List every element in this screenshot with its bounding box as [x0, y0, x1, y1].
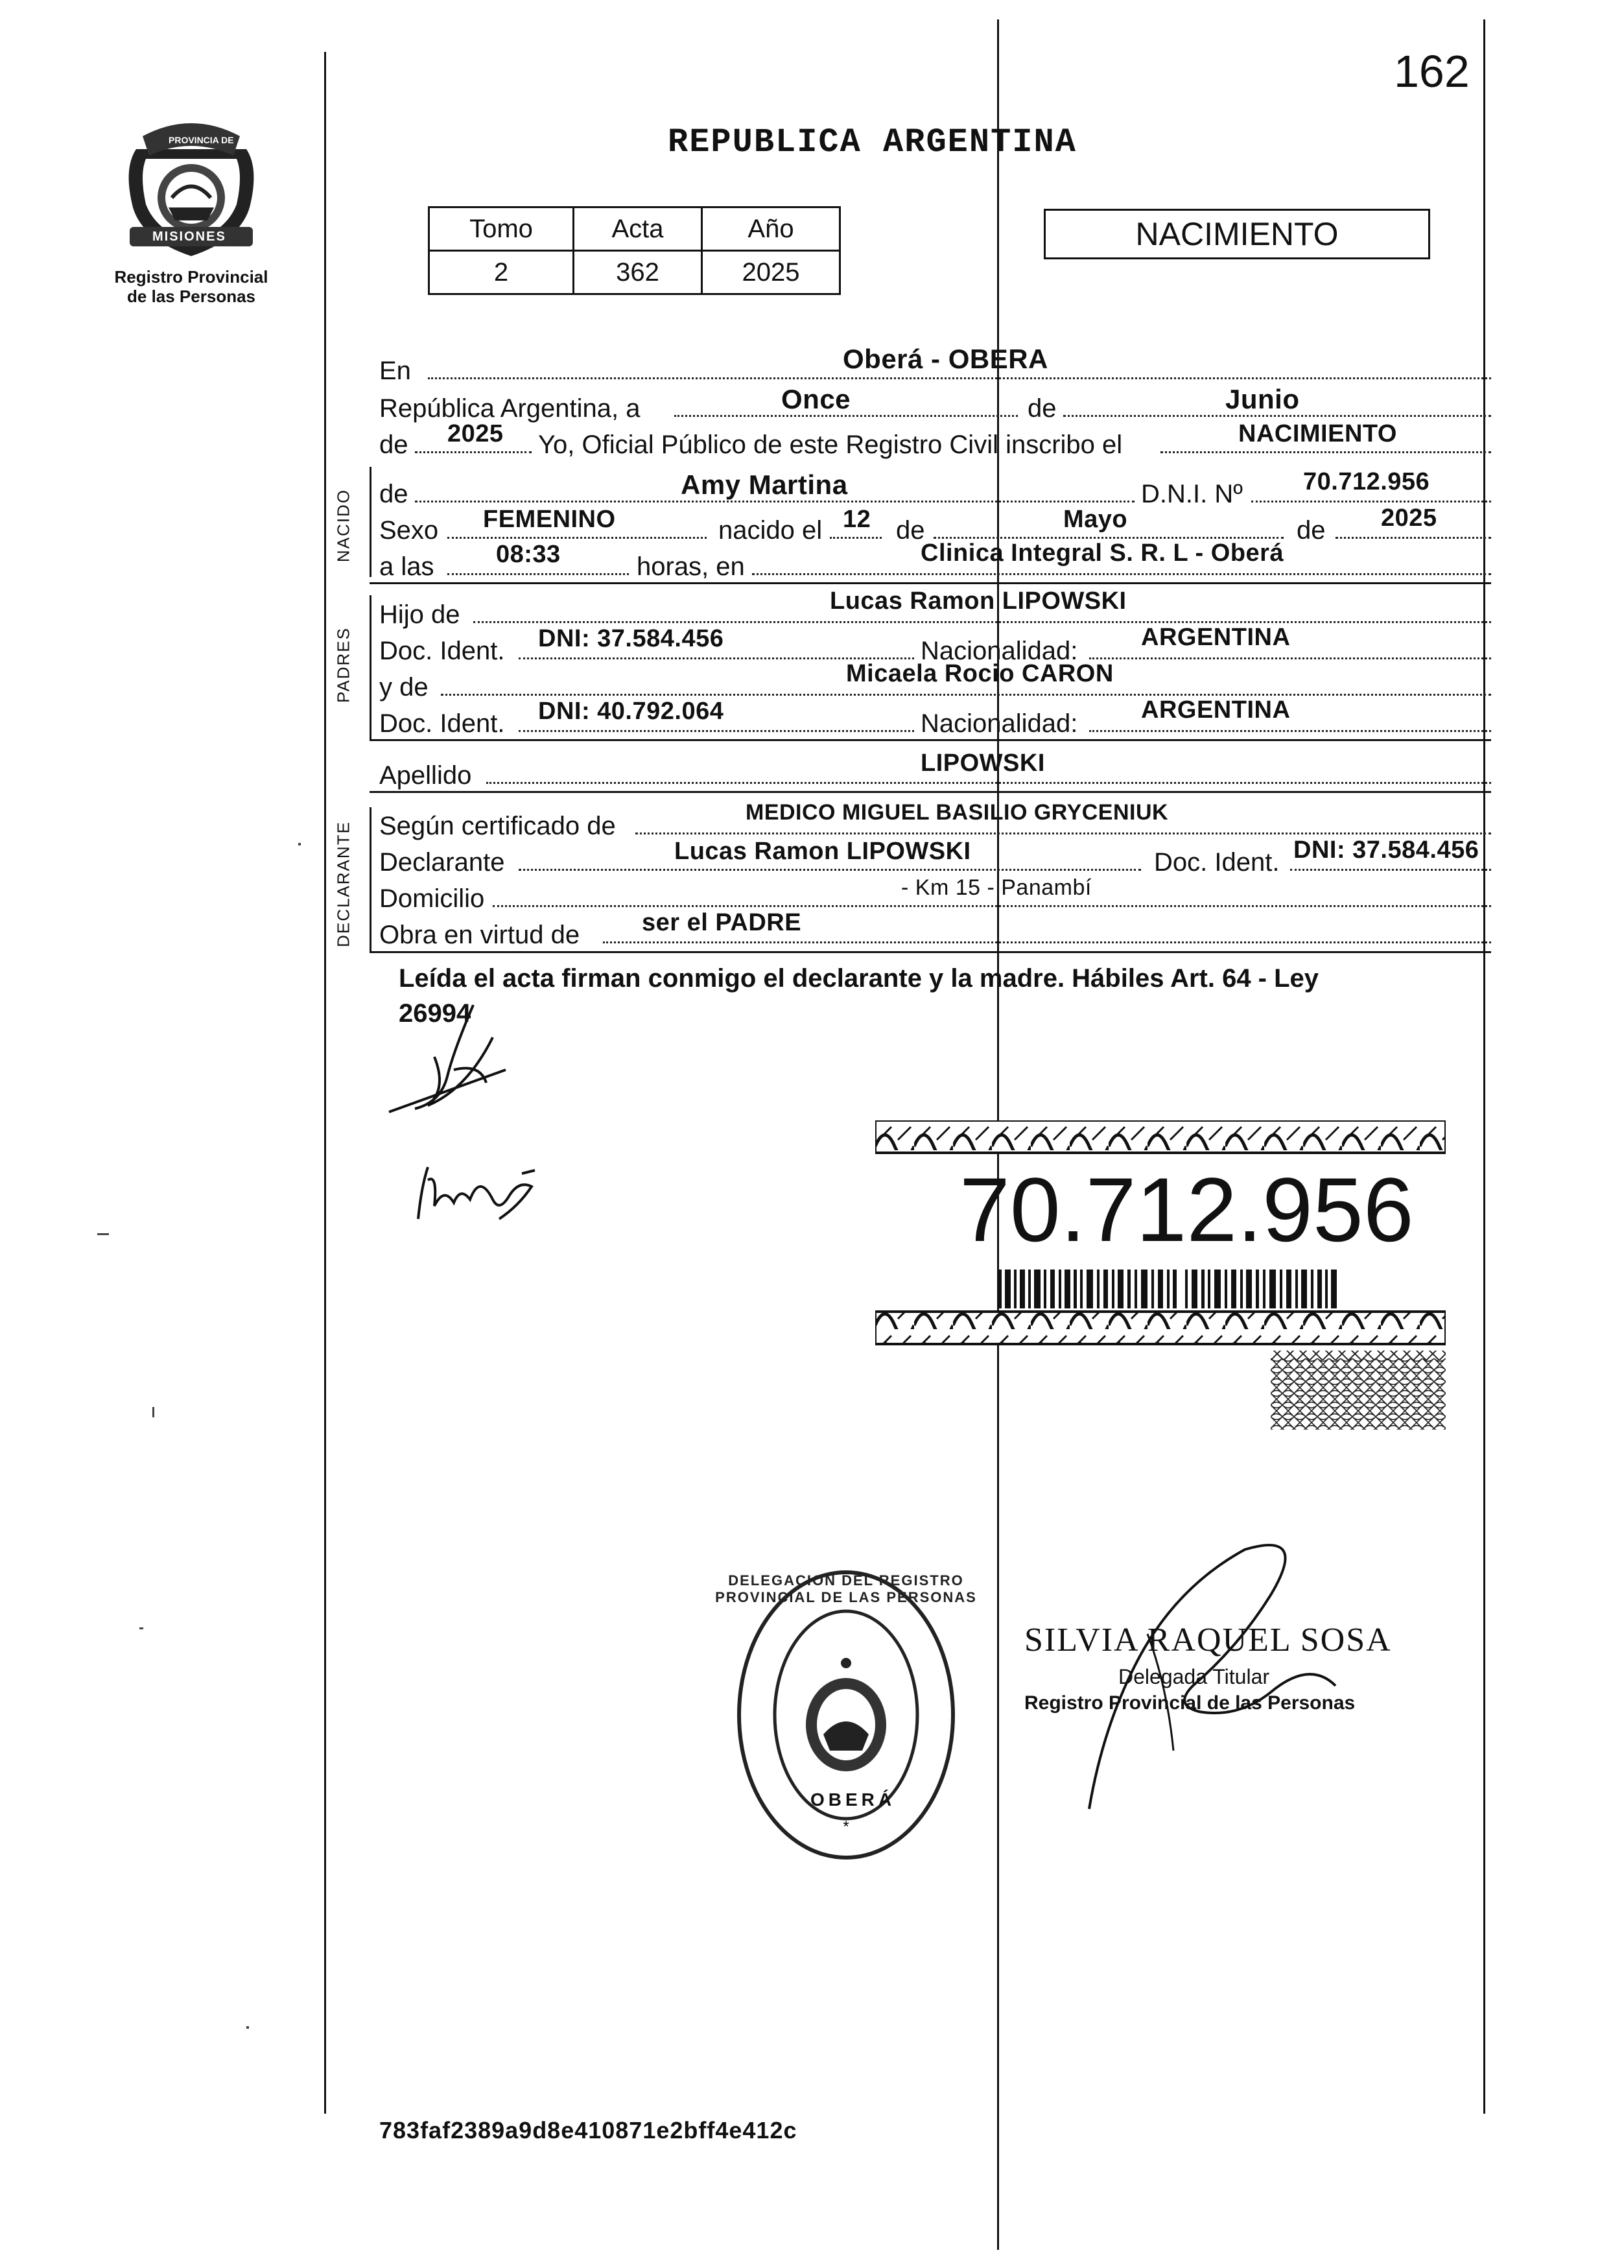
logo-text-bottom: MISIONES: [152, 230, 226, 244]
speck-3: [139, 1627, 143, 1629]
cert-label: Según certificado de: [379, 812, 616, 840]
born-day-dots: [830, 537, 882, 539]
official-role: Delegada Titular: [1118, 1665, 1270, 1688]
father-dots: [473, 621, 1491, 623]
declarant-doc-dots: [1290, 869, 1491, 871]
time-label: a las: [379, 552, 434, 581]
ref-value-tomo: 2: [429, 251, 574, 294]
place-value: Oberá - OBERA: [843, 344, 1048, 374]
ref-header-tomo: Tomo: [429, 207, 574, 251]
seal-city: OBERÁ: [810, 1790, 896, 1810]
speck-1: [97, 1233, 109, 1235]
ref-header-acta: Acta: [574, 207, 702, 251]
sex-dots: [447, 537, 707, 539]
by-label: Obra en virtud de: [379, 921, 580, 949]
registry-name: [97, 267, 285, 306]
year-prefix: de: [379, 431, 408, 459]
father-nat: ARGENTINA: [1141, 624, 1291, 651]
logo-text-top: PROVINCIA DE: [169, 135, 234, 145]
section-born: NACIDO: [333, 488, 353, 563]
act-value: NACIMIENTO: [1238, 420, 1397, 447]
year-dots: [415, 451, 532, 453]
father-doc: DNI: 37.584.456: [538, 625, 724, 652]
dni-dots: [1251, 501, 1491, 502]
day-dots: [674, 415, 1018, 417]
closing-line1: Leída el acta firman conmigo el declarante y la madre. Hábiles Art. 64 - Ley: [399, 964, 1319, 993]
born-underline: [370, 582, 1491, 584]
address-dots: [493, 905, 1491, 907]
right-margin-line: [1483, 19, 1485, 2114]
mesh-stamp: [1271, 1358, 1446, 1430]
security-sticker: [875, 1120, 1446, 1360]
born-bracket: [370, 467, 371, 577]
republic-label: República Argentina, a: [379, 394, 641, 423]
document-hash: 783faf2389a9d8e410871e2bff4e412c: [379, 2117, 797, 2144]
born-day: 12: [843, 506, 871, 533]
cert-dots: [635, 833, 1491, 834]
svg-text:*: *: [843, 1818, 849, 1836]
time-dots: [447, 573, 629, 575]
sticker-number: 70.712.956: [959, 1159, 1414, 1260]
father-name: Lucas Ramon LIPOWSKI: [830, 587, 1127, 615]
declarant-doc: DNI: 37.584.456: [1293, 836, 1479, 864]
en-label: En: [379, 357, 411, 385]
born-de2: de: [1297, 516, 1326, 545]
speck-4: [246, 2026, 249, 2029]
address-label: Domicilio: [379, 884, 485, 913]
born-de-label: de: [379, 480, 408, 508]
surname-underline: [370, 791, 1491, 793]
seal-ring-text: DELEGACION DEL REGISTRO PROVINCIAL DE LAS PERSONAS: [715, 1572, 977, 1605]
mother-name: Micaela Rocio CARON: [846, 660, 1114, 687]
born-name-dots: [415, 501, 1135, 502]
statement: Yo, Oficial Público de este Registro Civil inscribo el: [538, 431, 1123, 459]
mother-doc: DNI: 40.792.064: [538, 698, 724, 725]
hours-label: horas, en: [637, 552, 745, 581]
declarant-doc-label: Doc. Ident.: [1154, 848, 1280, 877]
dni-label: D.N.I. Nº: [1141, 480, 1243, 508]
born-de1: de: [896, 516, 925, 545]
registry-name-line2: de las Personas: [127, 287, 255, 306]
page-number: 162: [1394, 46, 1470, 97]
born-place-dots: [752, 573, 1491, 575]
mother-nat-dots: [1089, 730, 1491, 732]
born-month-dots: [934, 537, 1284, 539]
month-value: Junio: [1225, 384, 1300, 414]
born-year-dots: [1336, 537, 1491, 539]
ref-header-anio: Año: [702, 207, 840, 251]
declarant-underline: [370, 951, 1491, 953]
father-doc-dots: [519, 657, 914, 659]
sex-value: FEMENINO: [483, 506, 616, 533]
time-value: 08:33: [496, 541, 561, 568]
declarant-bracket: [370, 807, 371, 951]
parents-underline: [370, 739, 1491, 741]
official-name: SILVIA RAQUEL SOSA: [1024, 1622, 1392, 1659]
mother-doc-dots: [519, 730, 914, 732]
registry-seal: [715, 1566, 977, 1864]
de-label: de: [1028, 394, 1057, 423]
document-title: REPUBLICA ARGENTINA: [668, 123, 1077, 161]
cert-value: MEDICO MIGUEL BASILIO GRYCENIUK: [746, 800, 1169, 825]
surname-label: Apellido: [379, 761, 472, 790]
year-value: 2025: [447, 420, 504, 447]
by-dots: [603, 941, 1491, 943]
surname-value: LIPOWSKI: [921, 750, 1045, 777]
declarant-dots: [519, 869, 1141, 871]
registry-name-line1: Registro Provincial: [114, 267, 268, 287]
declarant-signature: [376, 998, 532, 1131]
official-office: Registro Provincial de las Personas: [1024, 1692, 1356, 1714]
closing-line2: 26994: [399, 999, 471, 1028]
act-type-box: [1044, 209, 1430, 259]
act-type: NACIMIENTO: [1135, 216, 1339, 252]
father-doc-label: Doc. Ident.: [379, 637, 505, 665]
en-dots: [428, 377, 1491, 379]
by-value: ser el PADRE: [642, 909, 802, 936]
address-value: - Km 15 - Panambí: [901, 875, 1092, 900]
born-month: Mayo: [1063, 506, 1128, 533]
left-margin-line: [324, 52, 326, 2114]
declarant-label: Declarante: [379, 848, 505, 877]
registry-logo: [117, 110, 266, 266]
and-label: y de: [379, 673, 429, 702]
speck-5: [298, 843, 301, 845]
reference-table: [428, 206, 841, 295]
speck-2: [152, 1407, 154, 1417]
parents-bracket: [370, 595, 371, 739]
father-nat-dots: [1089, 657, 1491, 659]
section-declarant: DECLARANTE: [333, 821, 353, 947]
closing-text: [399, 961, 1501, 1031]
mother-nat-label: Nacionalidad:: [921, 709, 1078, 738]
mother-dots: [441, 694, 1491, 696]
month-dots: [1063, 415, 1491, 417]
born-dni: 70.712.956: [1303, 468, 1430, 495]
born-name: Amy Martina: [681, 469, 848, 500]
section-parents: PADRES: [333, 627, 353, 703]
mother-signature: [408, 1161, 558, 1235]
ref-value-anio: 2025: [702, 251, 840, 294]
mother-nat: ARGENTINA: [1141, 696, 1291, 724]
mother-doc-label: Doc. Ident.: [379, 709, 505, 738]
sex-label: Sexo: [379, 516, 439, 545]
born-year: 2025: [1381, 504, 1437, 532]
surname-dots: [486, 782, 1491, 784]
born-place: Clinica Integral S. R. L - Oberá: [921, 539, 1284, 567]
son-label: Hijo de: [379, 600, 460, 629]
born-on-label: nacido el: [718, 516, 823, 545]
ref-value-acta: 362: [574, 251, 702, 294]
act-dots: [1160, 451, 1491, 453]
declarant-name: Lucas Ramon LIPOWSKI: [674, 838, 971, 865]
father-nat-label: Nacionalidad:: [921, 637, 1078, 665]
day-value: Once: [781, 384, 851, 414]
